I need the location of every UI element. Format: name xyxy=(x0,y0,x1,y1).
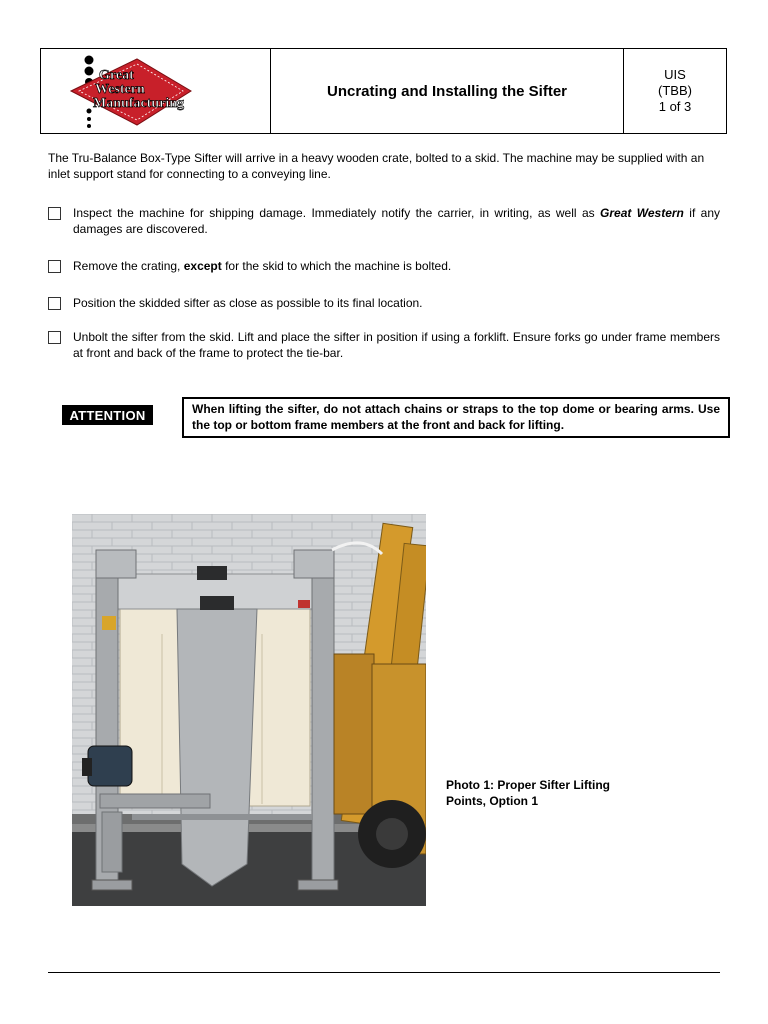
document-variant: (TBB) xyxy=(658,83,692,98)
checkbox[interactable] xyxy=(48,260,61,273)
intro-paragraph: The Tru-Balance Box-Type Sifter will arrive in a heavy wooden crate, bolted to a skid. The machine may be supplied with an inlet support stand for connecting to a conveying line. xyxy=(48,151,705,181)
checkbox[interactable] xyxy=(48,331,61,344)
text-span: if any damages are discovered. xyxy=(73,206,721,236)
document-code-cell xyxy=(624,49,726,133)
great-western-logo-icon xyxy=(41,49,270,135)
attention-message: When lifting the sifter, do not attach chains or straps to the top dome or bearing arms. Use the top or bottom frame members at the front and back for lifting. xyxy=(182,397,730,438)
sifter-photo xyxy=(72,514,426,906)
checkbox[interactable] xyxy=(48,297,61,310)
checklist-item xyxy=(48,329,720,361)
page-number: 1 of 3 xyxy=(658,99,692,114)
document-title: Uncrating and Installing the Sifter xyxy=(271,49,624,133)
checklist-item xyxy=(48,258,720,274)
checklist-item xyxy=(48,295,720,311)
checklist-item-text: Position the skidded sifter as close as possible to its final location. xyxy=(73,296,423,310)
text-span: for the skid to which the machine is bolted. xyxy=(221,259,452,273)
document-code: UIS xyxy=(664,67,686,82)
svg-text:Manufacturing: Manufacturing xyxy=(93,96,184,111)
emphasis-text: except xyxy=(183,259,222,273)
checklist-item xyxy=(48,205,720,237)
document-header xyxy=(40,48,727,134)
checklist-item-text xyxy=(73,258,720,274)
svg-text:Western: Western xyxy=(95,82,145,97)
text-span: Inspect the machine for shipping damage. Immediately notify the carrier, in writing, as well as xyxy=(73,206,601,220)
text-span: Remove the crating, xyxy=(73,259,184,273)
svg-text:Great: Great xyxy=(99,68,134,83)
sifter-forklift-photo xyxy=(72,514,426,906)
emphasis-text: Great Western xyxy=(600,206,684,220)
checklist-item-text xyxy=(73,205,720,237)
photo-caption: Photo 1: Proper Sifter Lifting Points, Option 1 xyxy=(446,778,610,808)
company-logo xyxy=(41,49,271,133)
attention-label: ATTENTION xyxy=(62,405,153,425)
checkbox[interactable] xyxy=(48,207,61,220)
checklist-item-text: Unbolt the sifter from the skid. Lift and place the sifter in position if using a forklift. Ensure forks go under frame members at front and back of the frame to protect the tie-bar. xyxy=(73,330,720,360)
footer-divider xyxy=(48,972,720,973)
